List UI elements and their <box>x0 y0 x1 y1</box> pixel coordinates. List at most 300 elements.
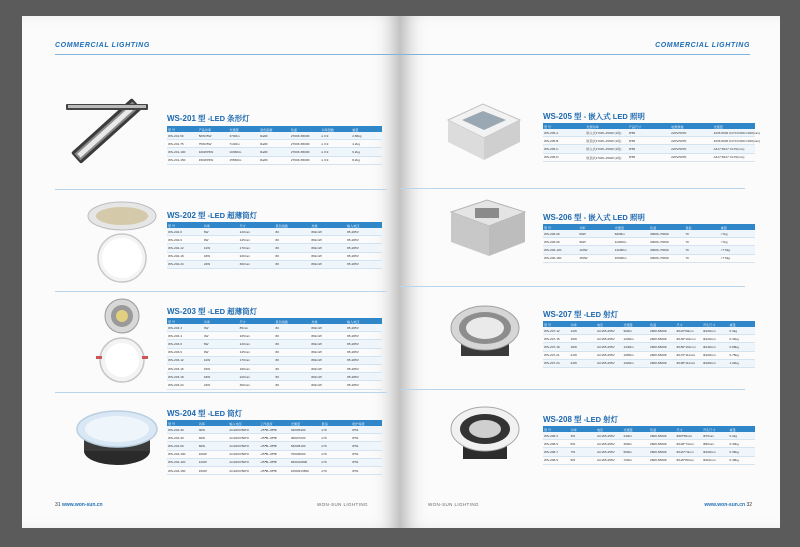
table-row <box>167 236 382 244</box>
table-cell: AC165-265V <box>596 432 623 440</box>
table-row <box>543 359 755 367</box>
table-cell: Φ180mm <box>702 359 729 367</box>
table-cell: 960lm <box>623 327 650 335</box>
table-row <box>167 426 382 434</box>
model-label: WS-206 <box>543 213 572 222</box>
table-cell: 145mm <box>239 236 275 244</box>
table-cell: 85-265V <box>346 260 382 268</box>
table-cell: A417 B417 C170(mm) <box>713 153 755 161</box>
table-cell: WS-204-100 <box>167 450 198 458</box>
table-cell: 80lm/W <box>310 252 346 260</box>
table-cell: WS-208-5 <box>543 440 570 448</box>
table-cell: 85-265V <box>346 373 382 381</box>
table-row <box>543 440 755 448</box>
table-cell: WS-201-150 <box>167 156 198 164</box>
table-cell: 190mm <box>239 364 275 372</box>
product-image-ws-208 <box>445 401 525 471</box>
table-cell: 80 <box>274 244 310 252</box>
column-header: 功率 <box>578 224 613 230</box>
table-cell: 3000K-7000K <box>649 246 684 254</box>
table-cell: 60W <box>578 230 613 238</box>
table-cell: 220V/50Hz <box>670 137 712 145</box>
table-cell: 嵌入式170W~150W (1时) <box>585 129 627 137</box>
section-title-ws-206 <box>543 212 645 223</box>
table-cell: AC165-265V <box>596 440 623 448</box>
table-cell: 150W±5W <box>198 156 229 164</box>
section-divider <box>55 189 387 190</box>
table-cell: 80 <box>274 332 310 340</box>
table-row <box>167 442 382 450</box>
column-header: 工作温度 <box>259 420 290 426</box>
column-header: 功率 <box>198 420 229 426</box>
table-cell: <7.5kg <box>720 246 755 254</box>
table-cell: 85mm <box>239 324 275 332</box>
table-cell: -25℃~45℃ <box>259 442 290 450</box>
footer-brand: WON-SUN LIGHTING <box>317 502 368 507</box>
column-header: 光效 <box>310 318 346 324</box>
table-cell: Φ100*74mm <box>676 440 703 448</box>
table-cell: 80 <box>274 236 310 244</box>
page-number: 31 <box>55 502 61 508</box>
column-header: 型 号 <box>167 126 198 132</box>
table-cell: WS-204-60 <box>167 442 198 450</box>
table-cell: 1680lm <box>623 351 650 359</box>
table-cell: 3600/7200 <box>290 434 321 442</box>
table-cell: -25℃~45℃ <box>259 434 290 442</box>
table-cell: 6.2kg <box>351 148 382 156</box>
table-cell: WS-203-3 <box>167 324 203 332</box>
table-cell: 120W <box>198 458 229 466</box>
table-cell: 85-265V <box>346 340 382 348</box>
table-cell: Φ110*90mm <box>676 327 703 335</box>
table-cell: 21W <box>570 351 597 359</box>
table-row <box>543 456 755 464</box>
table-cell: Ra80 <box>259 140 290 148</box>
table-row <box>167 156 382 164</box>
table-cell: WS-202-6 <box>167 228 203 236</box>
table-cell: 2800-6500K <box>649 456 676 464</box>
table-row <box>543 137 755 145</box>
table-cell: 4.2kg <box>351 140 382 148</box>
column-header: 重量 <box>729 321 756 327</box>
table-row <box>543 254 755 262</box>
table-cell: 80 <box>274 348 310 356</box>
table-cell: 2800-6500K <box>649 351 676 359</box>
table-cell: WS-206-90 <box>543 238 578 246</box>
table-cell: 2800-6500K <box>649 359 676 367</box>
table-cell: WS-204-30 <box>167 426 198 434</box>
table-cell: 80 <box>274 356 310 364</box>
table-cell: 85-265V <box>346 332 382 340</box>
table-cell: WS-203-6 <box>167 340 203 348</box>
table-cell: 85-265V <box>346 356 382 364</box>
table-cell: ≥ 0.9 <box>321 148 352 156</box>
column-header: 输入电压 <box>346 318 382 324</box>
table-cell: 7W <box>570 448 597 456</box>
column-header: 色温 <box>290 126 321 132</box>
column-header: 功率 <box>570 321 597 327</box>
table-cell: ≥70 <box>321 466 352 474</box>
table-cell: IP51 <box>351 426 382 434</box>
column-header: 功率 <box>203 318 239 324</box>
table-cell: IP51 <box>351 450 382 458</box>
table-cell: WS-201-100 <box>167 148 198 156</box>
column-header: 开孔尺寸 <box>702 321 729 327</box>
table-cell: 7000/9000 <box>290 450 321 458</box>
table-cell: Φ120mm <box>702 335 729 343</box>
spec-table-ws-204 <box>167 420 382 475</box>
title-suffix: 型 - 嵌入式 LED 照明 <box>571 112 645 121</box>
table-cell: WS-205-B <box>543 137 585 145</box>
table-cell: WS-207-18 <box>543 343 570 351</box>
column-header: 重量 <box>720 224 755 230</box>
table-cell: AC165-265V <box>596 335 623 343</box>
table-cell: IP65 <box>628 153 670 161</box>
table-cell: 50W±5W <box>198 132 229 140</box>
table-row <box>543 153 755 161</box>
table-cell: 80 <box>274 260 310 268</box>
table-cell: 1920lm <box>623 359 650 367</box>
table-cell: AC220V/50Hz <box>228 442 259 450</box>
table-cell: 85-265V <box>346 348 382 356</box>
column-header: 型 号 <box>543 123 585 129</box>
table-row <box>167 260 382 268</box>
column-header: 光通量 <box>228 126 259 132</box>
table-row <box>167 434 382 442</box>
column-header: 输入电压 <box>346 222 382 228</box>
table-row <box>167 132 382 140</box>
table-cell: -25℃~45℃ <box>259 450 290 458</box>
table-row <box>167 324 382 332</box>
table-cell: 80lm/W <box>310 244 346 252</box>
table-cell: 0.30kg <box>729 440 756 448</box>
table-cell: 12W <box>570 327 597 335</box>
table-cell: 3000K-7000K <box>649 254 684 262</box>
table-cell: 100W <box>198 450 229 458</box>
title-suffix: 型 -LED 射灯 <box>571 415 619 424</box>
table-cell: ≥70 <box>321 434 352 442</box>
table-row <box>167 244 382 252</box>
table-cell: 80lm/W <box>310 356 346 364</box>
table-cell: 80 <box>274 228 310 236</box>
table-cell: 8400/10800 <box>290 458 321 466</box>
table-cell: 80lm/W <box>310 348 346 356</box>
model-label: WS-203 <box>167 307 196 316</box>
column-header: 型 号 <box>543 224 578 230</box>
table-cell: 6600lm <box>614 230 649 238</box>
title-suffix: 型 -LED 条形灯 <box>195 114 250 123</box>
model-label: WS-204 <box>167 409 196 418</box>
table-cell: ≥70 <box>321 442 352 450</box>
table-cell: 11000lm <box>614 238 649 246</box>
table-row <box>167 466 382 474</box>
table-cell: 70 <box>684 254 719 262</box>
table-cell: Φ190*111mm <box>676 359 703 367</box>
table-cell: ≥ 0.9 <box>321 132 352 140</box>
table-cell: 80lm/W <box>310 364 346 372</box>
table-cell: WS-207-21 <box>543 351 570 359</box>
table-cell: WS-208-9 <box>543 456 570 464</box>
brand-header: COMMERCIAL LIGHTING <box>655 42 750 49</box>
model-label: WS-207 <box>543 310 572 319</box>
table-row <box>167 140 382 148</box>
table-row <box>543 351 755 359</box>
table-row <box>543 432 755 440</box>
column-header: 重量 <box>729 426 756 432</box>
table-cell: 2800-6500K <box>649 432 676 440</box>
table-cell: Ra80 <box>259 156 290 164</box>
table-cell: 70 <box>684 246 719 254</box>
column-header: 型 号 <box>543 321 570 327</box>
section-divider <box>400 286 745 287</box>
table-row <box>543 129 755 137</box>
table-cell: 2800-6500K <box>649 448 676 456</box>
column-header: 显色指数 <box>274 222 310 228</box>
table-cell: 0.68kg <box>729 343 756 351</box>
table-cell: -25℃~45℃ <box>259 426 290 434</box>
table-cell: 4336 8036 C270 D180 C200(mm) <box>713 137 755 145</box>
table-cell: WS-207-12 <box>543 327 570 335</box>
table-cell: 2700K-6500K <box>290 132 321 140</box>
table-cell: Φ130*101mm <box>676 335 703 343</box>
table-cell: 2700K-6500K <box>290 156 321 164</box>
table-cell: AC165-265V <box>596 448 623 456</box>
table-cell: 85-265V <box>346 324 382 332</box>
table-cell: 5W <box>570 440 597 448</box>
table-cell: 400lm <box>623 440 650 448</box>
table-cell: AC220V/50Hz <box>228 426 259 434</box>
table-cell: 80lm/W <box>310 381 346 389</box>
table-row <box>167 356 382 364</box>
table-cell: 0.3kg <box>729 327 756 335</box>
table-cell: 80lm/W <box>310 324 346 332</box>
table-cell: WS-204-40 <box>167 434 198 442</box>
column-header: 显色指数 <box>259 126 290 132</box>
table-cell: 170mm <box>239 244 275 252</box>
title-suffix: 型 -LED 超薄筒灯 <box>195 211 258 220</box>
table-cell: ≥70 <box>321 426 352 434</box>
table-cell: 40W <box>198 434 229 442</box>
table-cell: <7.5kg <box>720 254 755 262</box>
table-row <box>543 145 755 153</box>
column-header: 色温 <box>649 426 676 432</box>
table-cell: 70 <box>684 230 719 238</box>
column-header: 产品尺寸 <box>628 123 670 129</box>
spec-table-ws-206 <box>543 224 755 263</box>
table-cell: 2800-6500K <box>649 327 676 335</box>
table-row <box>167 228 382 236</box>
table-cell: 85-265V <box>346 244 382 252</box>
table-row <box>543 448 755 456</box>
table-cell: 80lm/W <box>310 260 346 268</box>
table-cell: WS-202-9 <box>167 236 203 244</box>
table-cell: 1200lm <box>623 335 650 343</box>
table-cell: 15W <box>203 364 239 372</box>
table-cell: WS-203-12 <box>167 356 203 364</box>
column-header: 功率 <box>570 426 597 432</box>
table-cell: Φ150*101mm <box>676 343 703 351</box>
table-cell: IP51 <box>351 458 382 466</box>
table-row <box>167 148 382 156</box>
table-cell: IP51 <box>351 442 382 450</box>
section-title-ws-205 <box>543 111 645 122</box>
column-header: 电压 <box>596 321 623 327</box>
table-cell: IP65 <box>628 145 670 153</box>
table-row <box>167 458 382 466</box>
table-row <box>167 364 382 372</box>
table-cell: 10360lm <box>228 148 259 156</box>
table-cell: 12W <box>203 356 239 364</box>
table-cell: 18W <box>203 373 239 381</box>
table-row <box>543 343 755 351</box>
product-image-ws-203 <box>82 296 162 386</box>
table-cell: 1.02kg <box>729 359 756 367</box>
table-cell: WS-205-D <box>543 153 585 161</box>
header-rule <box>55 54 400 55</box>
table-cell: 8.2kg <box>351 156 382 164</box>
footer-url: www.won-sun.cn <box>61 502 103 508</box>
table-row <box>167 340 382 348</box>
product-image-ws-204 <box>72 401 162 481</box>
table-cell: WS-204-150 <box>167 466 198 474</box>
table-cell: 80 <box>274 364 310 372</box>
table-cell: ≥70 <box>321 458 352 466</box>
table-cell: 24W <box>570 359 597 367</box>
model-label: WS-201 <box>167 114 196 123</box>
left-page <box>22 16 400 528</box>
table-row <box>543 335 755 343</box>
title-suffix: 型 - 嵌入式 LED 照明 <box>571 213 645 222</box>
section-title-ws-203 <box>167 306 257 317</box>
table-cell: 嵌入式170W~150W (1时) <box>585 145 627 153</box>
table-cell: 9W <box>570 456 597 464</box>
title-suffix: 型 -LED 超薄筒灯 <box>195 307 258 316</box>
table-cell: WS-205-A <box>543 129 585 137</box>
table-cell: 80 <box>274 252 310 260</box>
product-image-ws-205 <box>438 98 528 168</box>
table-cell: Φ110mm <box>702 456 729 464</box>
section-title-ws-207 <box>543 309 618 320</box>
header-rule <box>400 54 750 55</box>
spec-table-ws-203 <box>167 318 382 390</box>
table-cell: 145mm <box>239 348 275 356</box>
table-cell: AC220V/50Hz <box>228 450 259 458</box>
table-cell: 0.75kg <box>729 351 756 359</box>
table-cell: 2.86kg <box>351 132 382 140</box>
spec-table-ws-201 <box>167 126 382 165</box>
table-cell: 3000K-7000K <box>649 230 684 238</box>
table-cell: AC165-265V <box>596 343 623 351</box>
column-header: 产品功率 <box>198 126 229 132</box>
table-cell: 80 <box>274 324 310 332</box>
table-cell: 24W <box>203 260 239 268</box>
column-header: 光通量 <box>623 426 650 432</box>
product-image-ws-201 <box>62 84 150 179</box>
right-footer <box>704 502 752 508</box>
footer-url: www.won-sun.cn <box>704 502 746 508</box>
table-cell: WS-203-9 <box>167 348 203 356</box>
table-cell: 0.2kg <box>729 432 756 440</box>
column-header: 输入电压 <box>228 420 259 426</box>
table-cell: WS-202-18 <box>167 252 203 260</box>
table-cell: AC165-265V <box>596 351 623 359</box>
table-cell: <7kg <box>720 230 755 238</box>
table-cell: AC220V/50Hz <box>228 466 259 474</box>
table-cell: 75W±5W <box>198 140 229 148</box>
table-cell: WS-203-4 <box>167 332 203 340</box>
table-row <box>167 348 382 356</box>
table-row <box>167 332 382 340</box>
column-header: 防护等级 <box>351 420 382 426</box>
section-title-ws-208 <box>543 414 618 425</box>
table-cell: -25℃~45℃ <box>259 466 290 474</box>
table-cell: WS-208-3 <box>543 432 570 440</box>
table-cell: Φ160mm <box>702 351 729 359</box>
table-cell: 80lm/W <box>310 236 346 244</box>
table-cell: 80lm/W <box>310 373 346 381</box>
table-cell: 120mm <box>239 340 275 348</box>
table-cell: WS-202-12 <box>167 244 203 252</box>
column-header: 型 号 <box>543 426 570 432</box>
table-cell: 80lm/W <box>310 332 346 340</box>
table-cell: 嵌顶式170W~150W (1时) <box>585 137 627 145</box>
table-cell: Φ100mm <box>702 327 729 335</box>
column-header: 尺寸 <box>239 222 275 228</box>
table-cell: Φ110*74mm <box>676 448 703 456</box>
table-row <box>167 381 382 389</box>
model-label: WS-205 <box>543 112 572 121</box>
table-cell: 150W <box>578 254 613 262</box>
table-cell: 3000K-7000K <box>649 238 684 246</box>
table-cell: Φ120*80mm <box>676 456 703 464</box>
table-cell: 120mm <box>239 228 275 236</box>
section-divider <box>400 188 745 189</box>
table-cell: 85-265V <box>346 364 382 372</box>
table-cell: ≥70 <box>321 450 352 458</box>
column-header: 尺寸 <box>676 426 703 432</box>
model-label: WS-202 <box>167 211 196 220</box>
table-cell: Φ140mm <box>702 343 729 351</box>
table-cell: Ra80 <box>259 132 290 140</box>
column-header: 开孔尺寸 <box>702 426 729 432</box>
table-cell: 18W <box>203 252 239 260</box>
product-image-ws-202 <box>82 196 162 286</box>
table-row <box>543 246 755 254</box>
table-cell: Ra80 <box>259 148 290 156</box>
table-cell: Φ70mm <box>702 432 729 440</box>
table-cell: WS-205-C <box>543 145 585 153</box>
table-cell: 220V/50Hz <box>670 153 712 161</box>
section-title-ws-204 <box>167 408 242 419</box>
table-cell: ≥ 0.9 <box>321 140 352 148</box>
column-header: 型 号 <box>167 222 203 228</box>
column-header: 光效 <box>310 222 346 228</box>
table-cell: 150W <box>198 466 229 474</box>
column-header: 型 号 <box>167 420 198 426</box>
model-label: WS-208 <box>543 415 572 424</box>
footer-brand: WON-SUN LIGHTING <box>428 502 479 507</box>
table-cell: 9W <box>203 236 239 244</box>
column-header: 光源功率 <box>585 123 627 129</box>
table-cell: 60W <box>198 442 229 450</box>
product-image-ws-207 <box>445 298 525 368</box>
table-cell: Φ90mm <box>702 440 729 448</box>
table-cell: 9W <box>203 348 239 356</box>
table-cell: 16500lm <box>614 254 649 262</box>
table-cell: WS-204-120 <box>167 458 198 466</box>
table-row <box>543 230 755 238</box>
column-header: 电压 <box>596 426 623 432</box>
